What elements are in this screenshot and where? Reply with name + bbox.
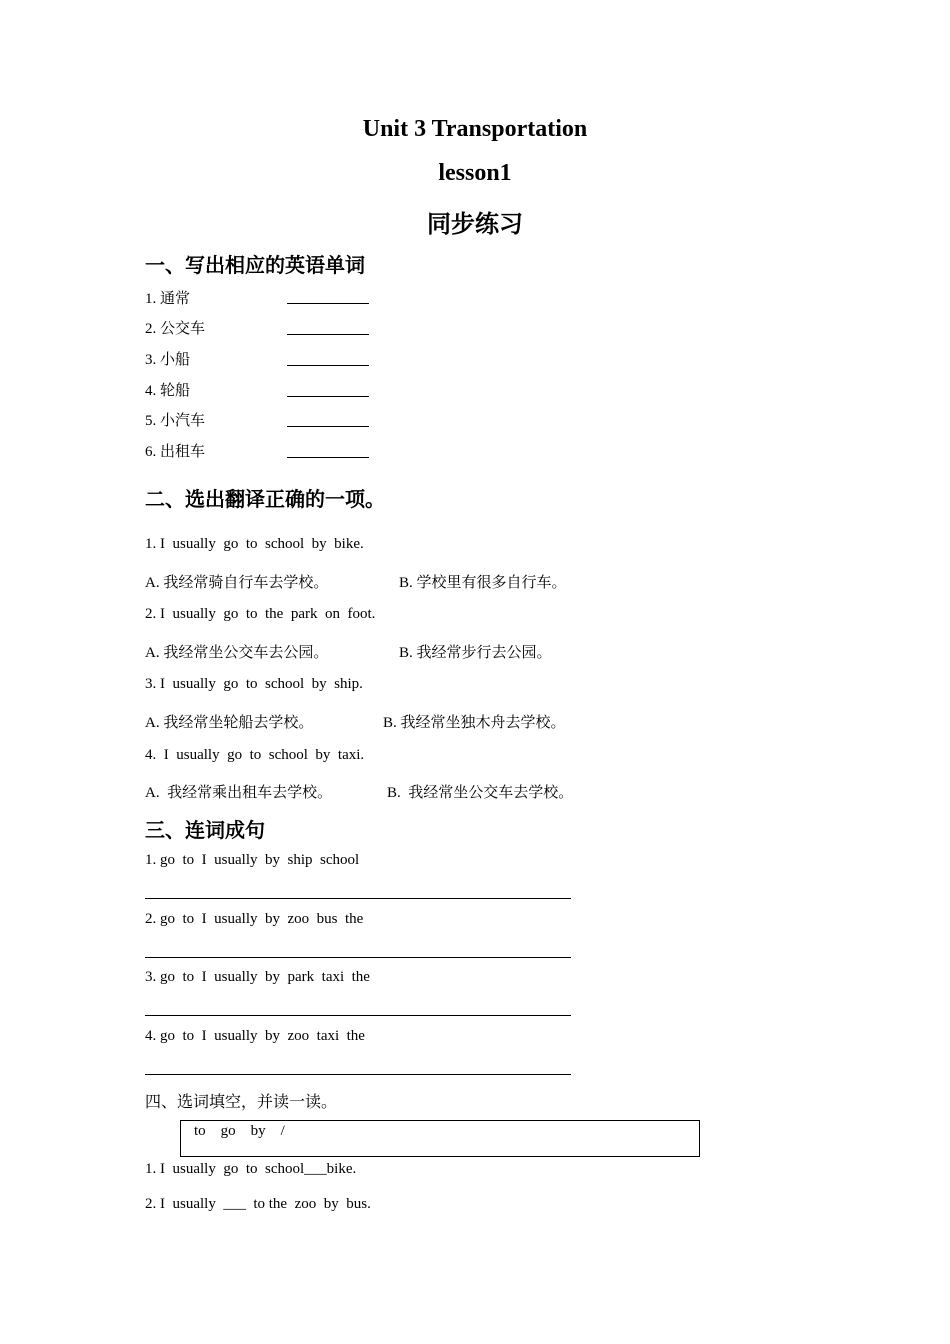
subtitle: 同步练习 [427, 209, 523, 238]
list-item: 3. 小船 [145, 352, 191, 368]
question: 1. I usually go to school by bike. [145, 536, 364, 552]
answer-blank[interactable] [287, 303, 369, 304]
section4-heading: 四、选词填空，并读一读。 [145, 1092, 338, 1111]
question: 3. I usually go to school by ship. [145, 676, 363, 692]
question: 4. I usually go to school by taxi. [145, 747, 365, 763]
option-a[interactable]: A. 我经常坐轮船去学校。 [145, 715, 314, 731]
option-b[interactable]: B. 学校里有很多自行车。 [399, 575, 567, 591]
answer-blank[interactable] [287, 334, 369, 335]
word-bank-text: to go by / [194, 1123, 285, 1139]
section1-heading: 一、写出相应的英语单词 [145, 253, 365, 277]
list-item: 5. 小汽车 [145, 413, 206, 429]
list-item: 1. go to I usually by ship school [145, 852, 360, 868]
option-a[interactable]: A. 我经常坐公交车去公园。 [145, 645, 329, 661]
answer-line[interactable] [145, 898, 571, 899]
word-bank [180, 1120, 700, 1157]
list-item: 2. I usually ___ to the zoo by bus. [145, 1196, 371, 1212]
option-b[interactable]: B. 我经常步行去公园。 [399, 645, 552, 661]
question: 2. I usually go to the park on foot. [145, 606, 376, 622]
list-item: 4. go to I usually by zoo taxi the [145, 1028, 365, 1044]
list-item: 4. 轮船 [145, 383, 191, 399]
list-item: 3. go to I usually by park taxi the [145, 969, 370, 985]
section2-heading: 二、选出翻译正确的一项。 [145, 487, 385, 511]
list-item: 2. go to I usually by zoo bus the [145, 911, 364, 927]
answer-blank[interactable] [287, 396, 369, 397]
answer-line[interactable] [145, 957, 571, 958]
option-b[interactable]: B. 我经常坐公交车去学校。 [387, 785, 574, 801]
option-a[interactable]: A. 我经常骑自行车去学校。 [145, 575, 329, 591]
answer-line[interactable] [145, 1074, 571, 1075]
list-item: 1. 通常 [145, 291, 191, 307]
option-b[interactable]: B. 我经常坐独木舟去学校。 [383, 715, 566, 731]
lesson-title: lesson1 [438, 160, 512, 186]
list-item: 1. I usually go to school___bike. [145, 1161, 357, 1177]
section3-heading: 三、连词成句 [145, 818, 265, 842]
option-a[interactable]: A. 我经常乘出租车去学校。 [145, 785, 333, 801]
page-title: Unit 3 Transportation [362, 116, 588, 142]
answer-blank[interactable] [287, 457, 369, 458]
list-item: 6. 出租车 [145, 444, 206, 460]
answer-blank[interactable] [287, 426, 369, 427]
answer-line[interactable] [145, 1015, 571, 1016]
list-item: 2. 公交车 [145, 321, 206, 337]
answer-blank[interactable] [287, 365, 369, 366]
